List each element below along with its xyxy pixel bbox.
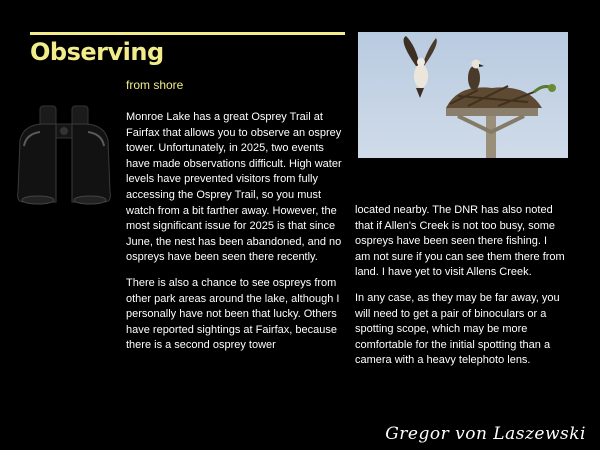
title-rule	[30, 32, 345, 35]
paragraph: There is also a chance to see ospreys from other park areas around the lake, although I personally have not been that lucky. Others have reported sightings at Fairfax, because there is a second osprey tower	[126, 276, 340, 352]
paragraph: Monroe Lake has a great Osprey Trail at Fairfax that allows you to observe an osprey tower. Unfortunately, in 2025, two events have made observations difficult. High water levels have prevented visitors from fully accessing the Osprey Trail, so you must watch from a bit farther away. However, the most significant issue for 2025 is that since June, the nest has been abandoned, and no ospreys have been seen there recently.	[126, 111, 342, 264]
page-subtitle: from shore	[126, 78, 184, 92]
author-signature: Gregor von Laszewski	[385, 424, 586, 444]
osprey-nest-photo	[358, 32, 568, 158]
body-column-left	[126, 110, 344, 364]
paragraph: located nearby. The DNR has also noted that if Allen's Creek is not too busy, some ospreys have been seen there fishing. I am not sure if you can see them there from land. I have yet to visit Allens Creek.	[355, 204, 565, 279]
paragraph: In any case, as they may be far away, you will need to get a pair of binoculars or a spotting scope, which may be more comfortable for the initial spotting than a camera with a heavy telephoto lens.	[355, 291, 560, 367]
binoculars-icon	[10, 102, 118, 210]
page-title: Observing	[30, 38, 164, 66]
body-column-right	[355, 203, 565, 379]
